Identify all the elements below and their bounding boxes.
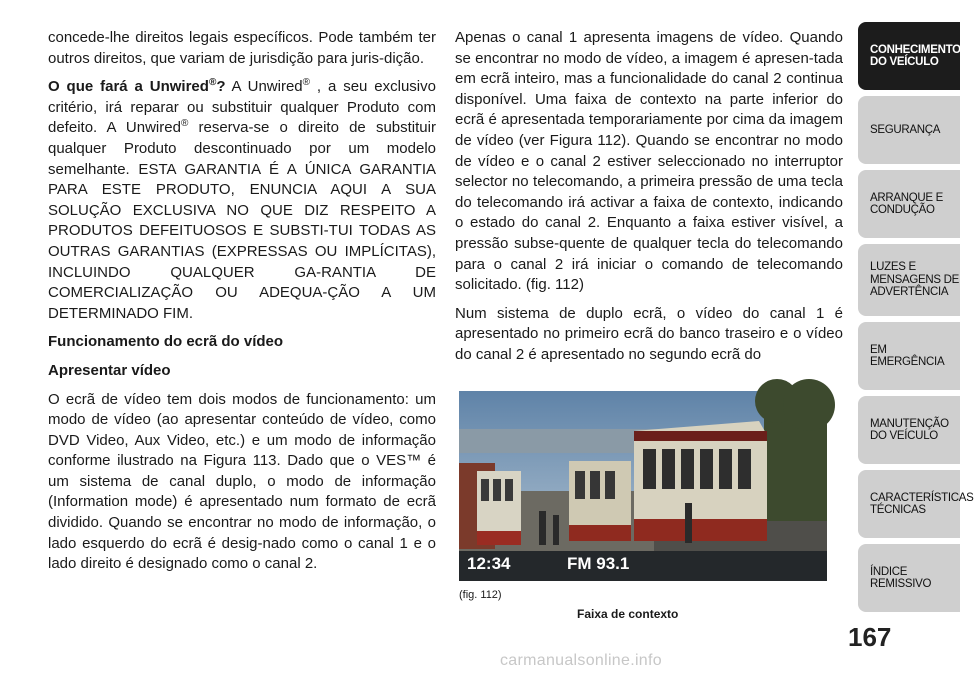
figure-reference: (fig. 112) (459, 589, 502, 601)
tab-technical-specs[interactable]: CARACTERÍSTICAS TÉCNICAS (858, 470, 960, 538)
clock-readout: 12:34 (467, 554, 511, 573)
context-strip-figure (459, 391, 827, 581)
tab-index[interactable]: ÍNDICE REMISSIVO (858, 544, 960, 612)
paragraph-video-modes: O ecrã de vídeo tem dois modos de funcionamento: um modo de vídeo (ao apresentar conteúdo de vídeo, como DVD Video, Aux Video, etc.) e um modo de informação conforme ilustrado na Figura 113. Dado que o VES™ é um sistema de canal duplo, o modo de informação (Information mode) é apresentado num formato de ecrã dividido. Quando se encontrar no modo de informação, o lado esquerdo do ecrã é desig-nado como o canal 1 e o lado direito é designado como o canal 2. (48, 390, 436, 573)
chapter-tabs (858, 22, 974, 618)
right-column (455, 28, 843, 374)
radio-station-readout: FM 93.1 (567, 554, 630, 573)
tab-maintenance[interactable]: MANUTENÇÃO DO VEÍCULO (858, 396, 960, 464)
page-number: 167 (848, 622, 892, 652)
paragraph-video-mode: Apenas o canal 1 apresenta imagens de vídeo. Quando se encontrar no modo de vídeo, a imagem é apresen-tada em ecrã inteiro, mas a funcionalidade do canal 2 continua disponível. Uma faixa de contexto na parte inferior do ecrã é apresentada temporariamente por cima da imagem de vídeo (ver Figura 112). Quando se encontrar no modo de vídeo e o canal 2 estiver seleccionado no interruptor selector no telecomando, a primeira pressão de uma tecla do telecomando irá activar a faixa de contexto, indicando o estado do canal 2. Enquanto a faixa estiver visível, a pressão subse-quente de qualquer tecla do telecomando para o canal 2 irá iniciar o comando de telecomando solicitado. (fig. 112) (455, 29, 843, 294)
tab-warning-lights[interactable]: LUZES E MENSAGENS DE ADVERTÊNCIA (858, 244, 960, 316)
figure-caption: Faixa de contexto (577, 607, 679, 621)
tab-vehicle-knowledge[interactable]: CONHECIMENTO DO VEÍCULO (858, 22, 960, 90)
section-heading: Funcionamento do ecrã do vídeo (48, 333, 284, 351)
paragraph-dual-screen: Num sistema de duplo ecrã, o vídeo do canal 1 é apresentado no primeiro ecrã do banco traseiro e o vídeo do canal 2 é apresentado no segundo ecrã do (455, 304, 843, 363)
tab-starting-driving[interactable]: ARRANQUE E CONDUÇÃO (858, 170, 960, 238)
paragraph-warranty-remedy: O que fará a Unwired®? A Unwired® , a seu exclusivo critério, irá reparar ou substituir qualquer Produto com defeito. A Unwired® reserva-se o direito de substituir qualquer Produto descontinuado por um modelo semelhante. ESTA GARANTIA É A ÚNICA GARANTIA PARA ESTE PRODUTO, ENUNCIA AQUI A SUA SOLUÇÃO EXCLUSIVA NO QUE DIZ RESPEITO A PRODUTOS DEFEITUOSOS E SUBSTI-TUI TODAS AS OUTRAS GARANTIAS (EXPRESSAS OU IMPLÍCITAS), INCLUINDO QUALQUER GA-RANTIA DE COMERCIALIZAÇÃO OU ADEQUA-ÇÃO A UM DETERMINADO FIM. (48, 77, 436, 322)
watermark: carmanualsonline.info (500, 652, 662, 669)
tab-safety[interactable]: SEGURANÇA (858, 96, 960, 164)
left-column (48, 28, 436, 583)
cable-car-photo (459, 391, 827, 581)
question-heading: O que fará a Unwired®? (48, 77, 226, 96)
tab-emergency[interactable]: EM EMERGÊNCIA (858, 322, 960, 390)
subsection-heading: Apresentar vídeo (48, 361, 171, 379)
paragraph-warranty-rights: concede-lhe direitos legais específicos. Pode também ter outros direitos, que variam de jurisdição para juris-dição. (48, 29, 436, 67)
